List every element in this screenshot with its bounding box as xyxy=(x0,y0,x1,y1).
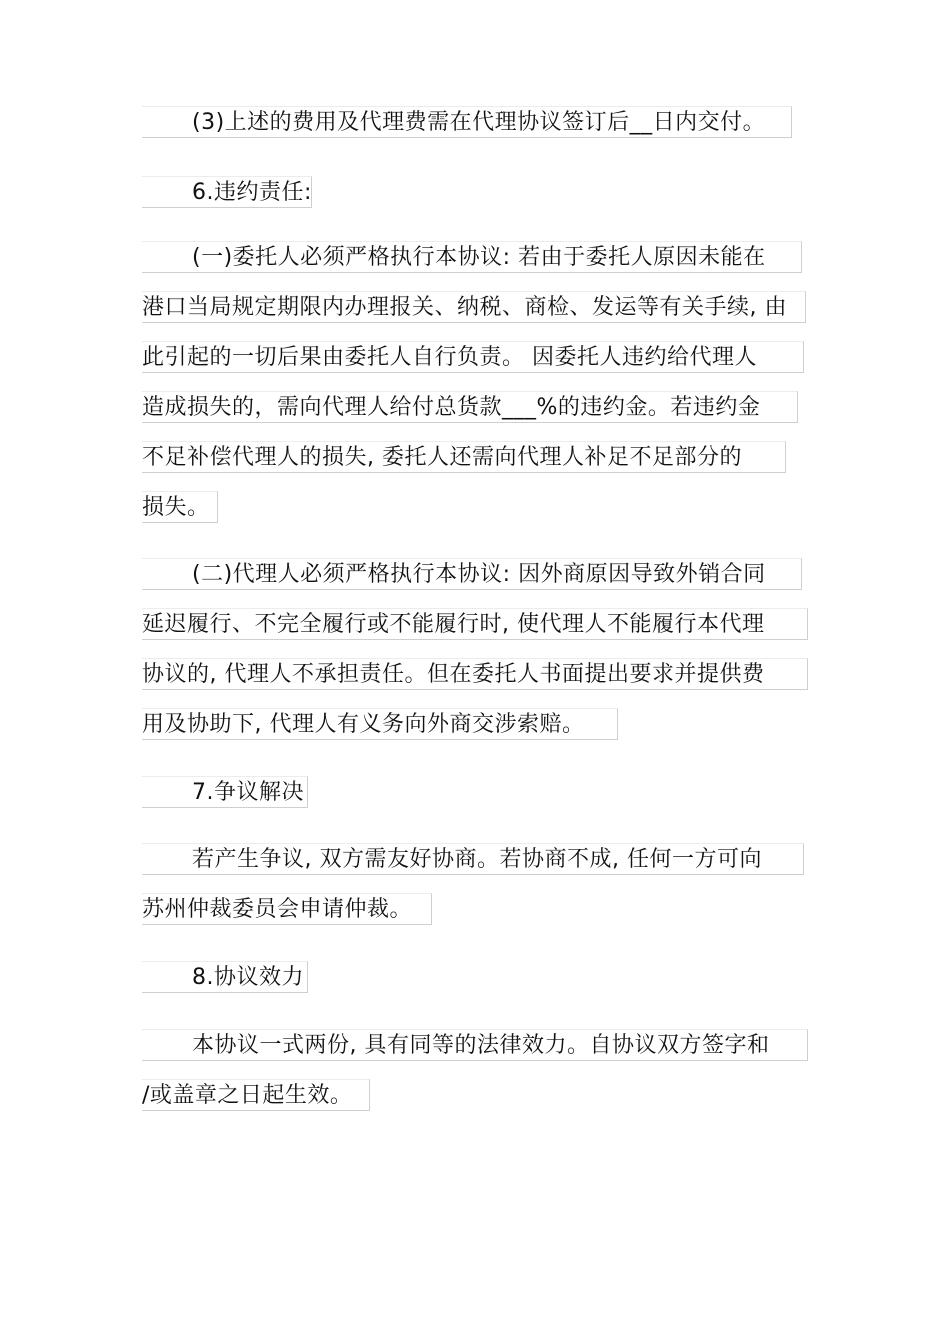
text-line-dispute-line-1: 若产生争议, 双方需友好协商。若协商不成, 任何一方可向 xyxy=(142,843,804,875)
section-heading-dispute: 7.争议解决 xyxy=(142,776,308,808)
text-line-clause-1-line-6: 损失。 xyxy=(142,491,218,523)
text-line-clause-2-line-2: 延迟履行、不完全履行或不能履行时, 使代理人不能履行本代理 xyxy=(142,608,808,640)
text-line-dispute-line-2: 苏州仲裁委员会申请仲裁。 xyxy=(142,893,432,925)
text-line-clause-1-line-3: 此引起的一切后果由委托人自行负责。 因委托人违约给代理人 xyxy=(142,341,804,373)
text-line-clause-2-line-4: 用及协助下, 代理人有义务向外商交涉索赔。 xyxy=(142,708,618,740)
text-line-clause-1-line-2: 港口当局规定期限内办理报关、纳税、商检、发运等有关手续, 由 xyxy=(142,291,806,323)
section-heading-validity: 8.协议效力 xyxy=(142,961,308,993)
text-line-validity-line-2: /或盖章之日起生效。 xyxy=(142,1079,370,1111)
text-line-clause-2-line-3: 协议的, 代理人不承担责任。但在委托人书面提出要求并提供费 xyxy=(142,658,808,690)
text-line-clause-1-line-1: (一)委托人必须严格执行本协议: 若由于委托人原因未能在 xyxy=(142,241,802,273)
text-line-clause-1-line-4: 造成损失的，需向代理人给付总货款___%的违约金。若违约金 xyxy=(142,391,798,423)
text-line-clause-1-line-5: 不足补偿代理人的损失, 委托人还需向代理人补足不足部分的 xyxy=(142,441,786,473)
text-line-payment-term: (3)上述的费用及代理费需在代理协议签订后__日内交付。 xyxy=(142,106,792,138)
text-line-validity-line-1: 本协议一式两份, 具有同等的法律效力。自协议双方签字和 xyxy=(142,1029,808,1061)
section-heading-breach: 6.违约责任: xyxy=(142,176,312,208)
text-line-clause-2-line-1: (二)代理人必须严格执行本协议: 因外商原因导致外销合同 xyxy=(142,558,802,590)
